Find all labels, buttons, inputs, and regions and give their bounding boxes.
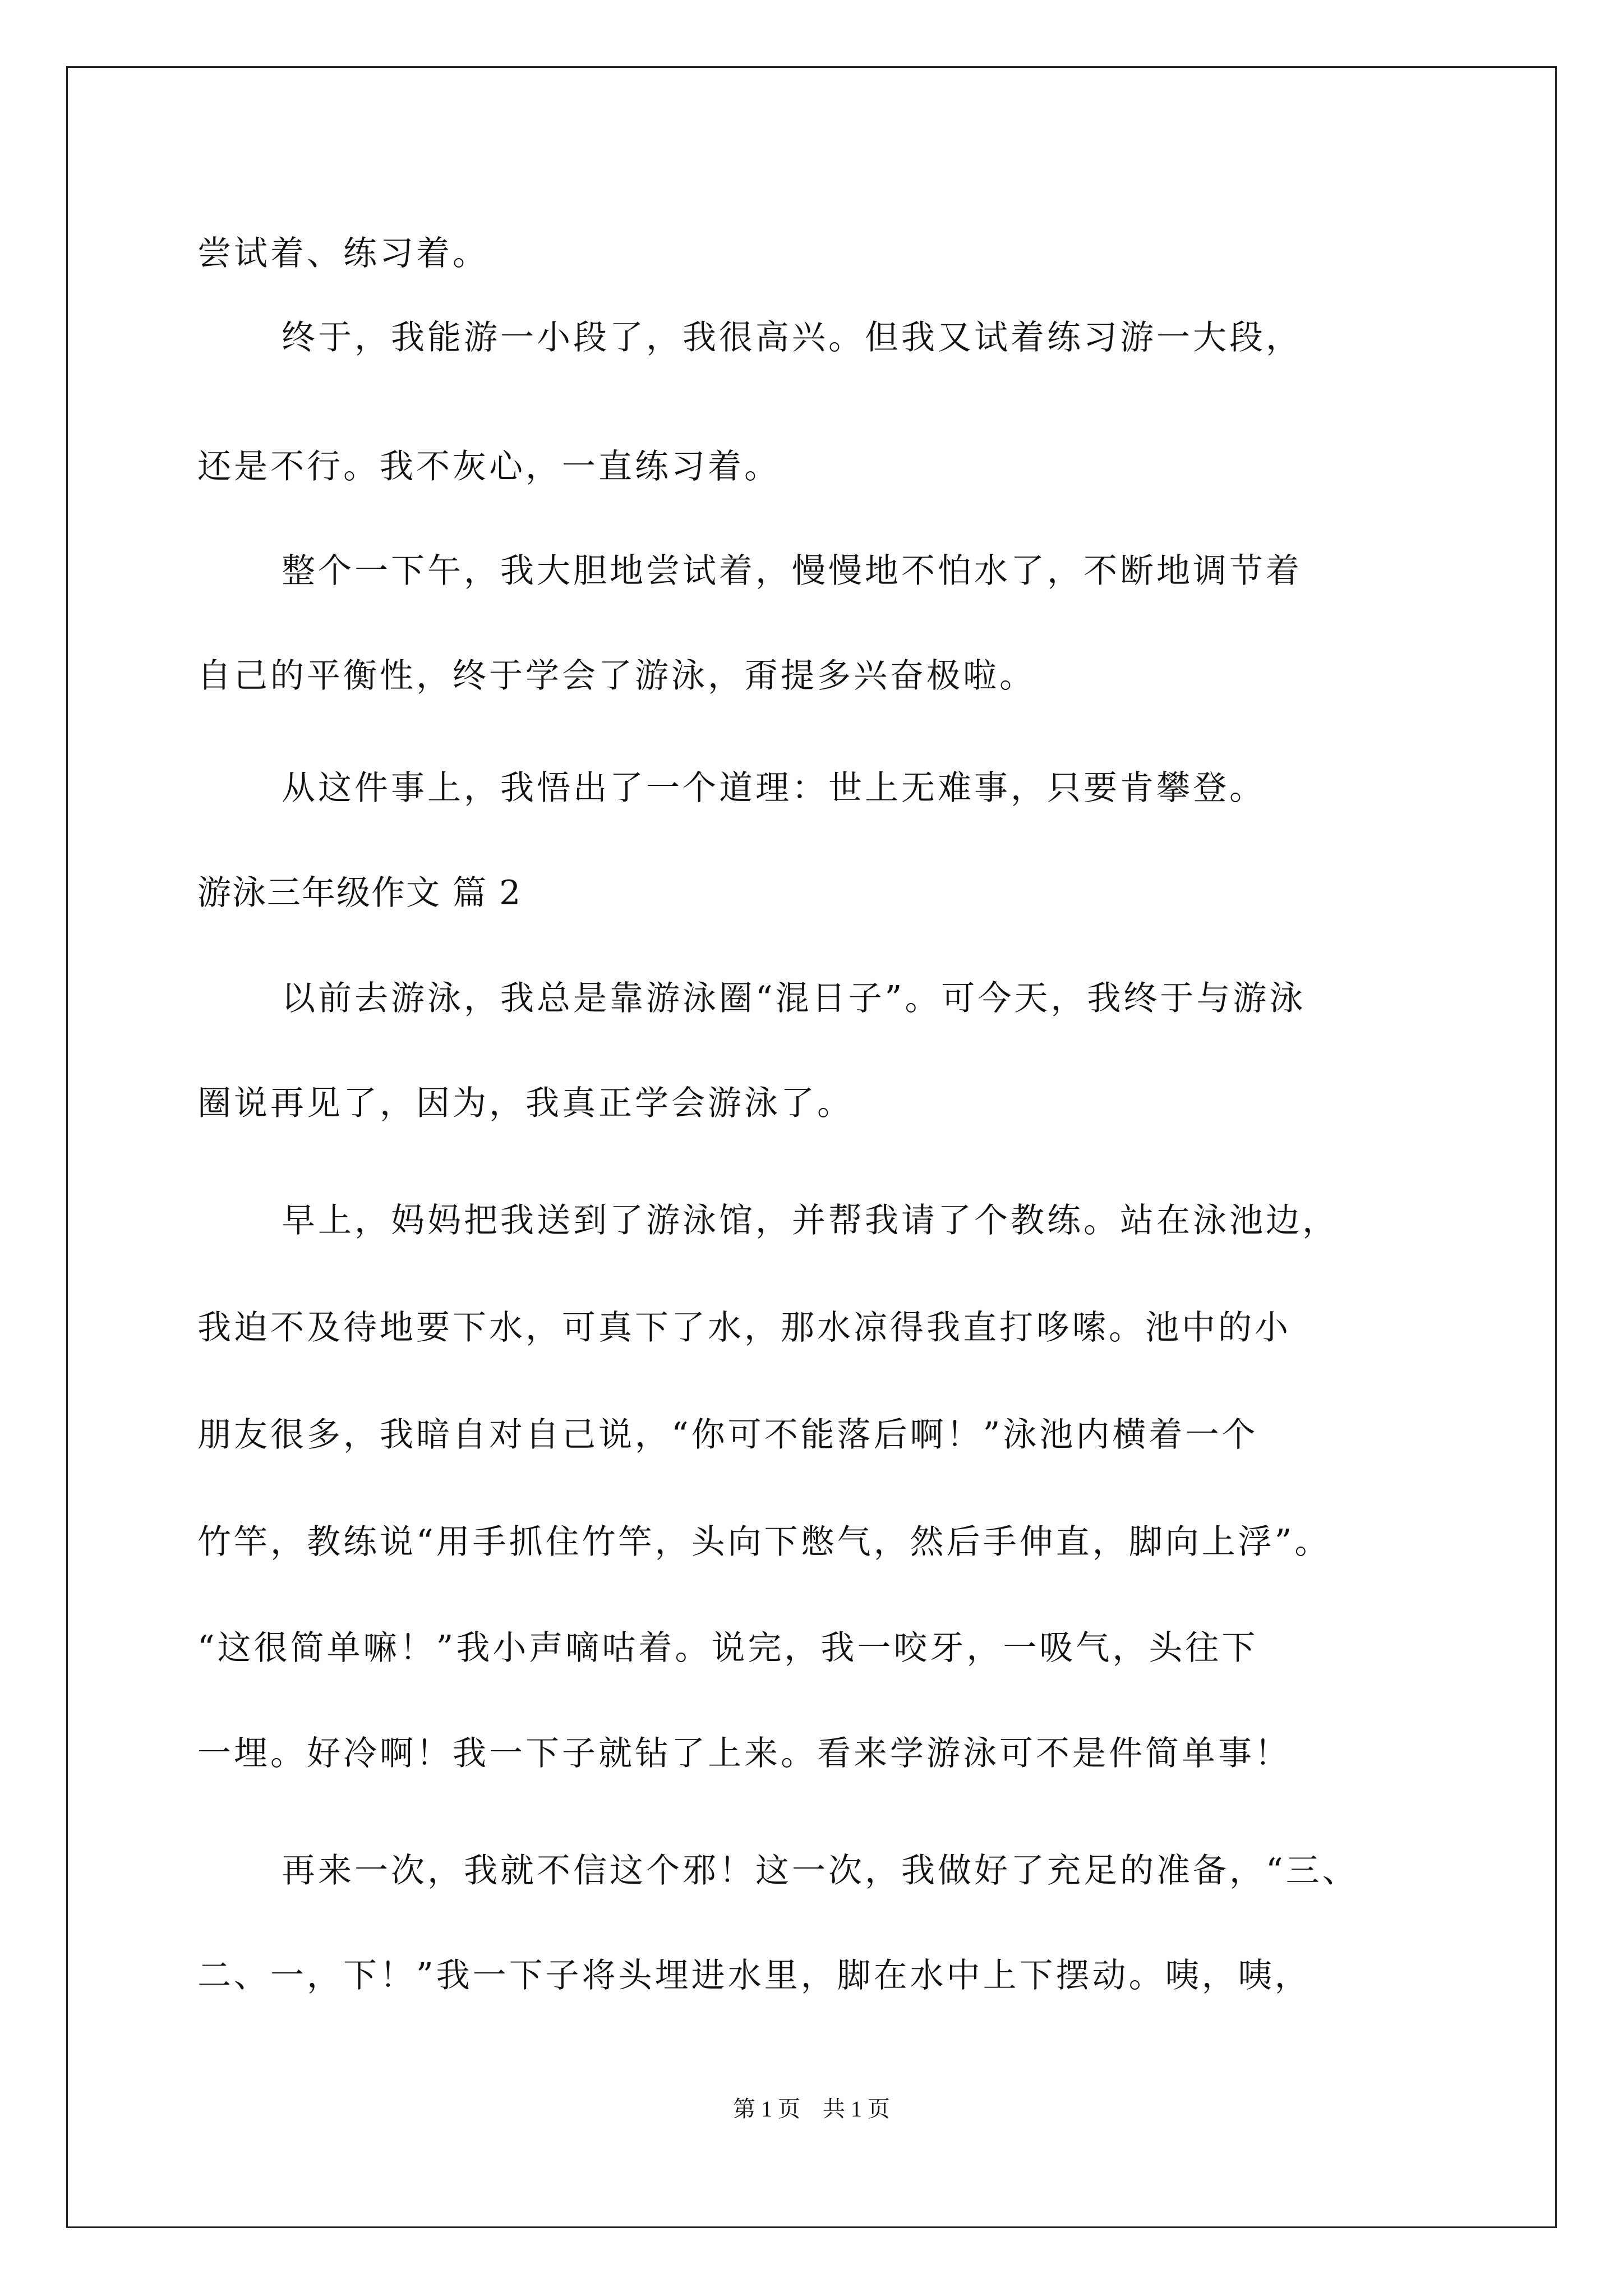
section-heading: 游泳三年级作文 篇 2 xyxy=(197,873,522,913)
text-line: 终于，我能游一小段了，我很高兴。但我又试着练习游一大段， xyxy=(282,318,1302,357)
text-line: 早上，妈妈把我送到了游泳馆，并帮我请了个教练。站在泳池边， xyxy=(282,1201,1339,1240)
text-line: 我迫不及待地要下水，可真下了水，那水凉得我直打哆嗦。池中的小 xyxy=(197,1308,1291,1347)
text-line: 尝试着、练习着。 xyxy=(197,234,489,273)
page-number-footer: 第 1 页 共 1 页 xyxy=(733,2096,890,2122)
text-line: 竹竿，教练说“用手抓住竹竿，头向下憋气，然后手伸直，脚向上浮”。 xyxy=(197,1522,1331,1562)
text-line: 一埋。好冷啊！我一下子就钻了上来。看来学游泳可不是件简单事！ xyxy=(197,1734,1291,1773)
text-line: “这很简单嘛！”我小声嘀咕着。说完，我一咬牙，一吸气，头往下 xyxy=(197,1628,1258,1668)
text-line: 整个一下午，我大胆地尝试着，慢慢地不怕水了，不断地调节着 xyxy=(282,551,1302,591)
text-line: 再来一次，我就不信这个邪！这一次，我做好了充足的准备，“三、 xyxy=(282,1851,1359,1890)
page-border xyxy=(66,66,1557,2228)
text-line: 从这件事上，我悟出了一个道理：世上无难事，只要肯攀登。 xyxy=(282,769,1266,808)
text-line: 还是不行。我不灰心，一直练习着。 xyxy=(197,447,781,486)
text-line: 二、一，下！”我一下子将头埋进水里，脚在水中上下摆动。咦，咦， xyxy=(197,1956,1311,1995)
text-line: 自己的平衡性，终于学会了游泳，甭提多兴奋极啦。 xyxy=(197,656,1036,696)
text-line: 圈说再见了，因为，我真正学会游泳了。 xyxy=(197,1084,854,1123)
text-line: 以前去游泳，我总是靠游泳圈“混日子”。可今天，我终于与游泳 xyxy=(282,979,1306,1018)
text-line: 朋友很多，我暗自对自己说，“你可不能落后啊！”泳池内横着一个 xyxy=(197,1415,1258,1455)
